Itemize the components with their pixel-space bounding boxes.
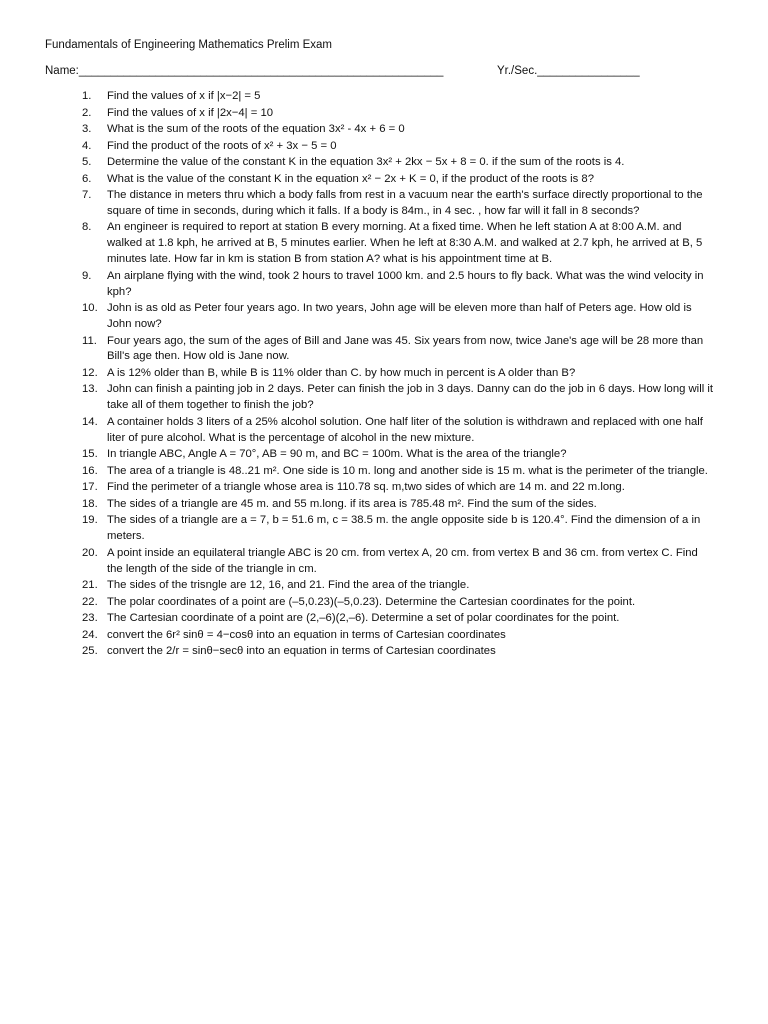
question-item — [0, 415, 768, 447]
question-number: 23. — [82, 612, 98, 625]
question-number: 3. — [82, 123, 92, 135]
question-text: Determine the value of the constant K in the equation 3x² + 2kx − 5x + 8 = 0. if the sum of the roots is 4. — [107, 156, 625, 168]
question-item — [0, 301, 768, 333]
question-item — [0, 139, 768, 155]
question-text: What is the value of the constant K in the equation x² − 2x + K = 0, if the product of the roots is 8? — [107, 172, 594, 185]
question-number: 17. — [82, 481, 98, 494]
question-item — [0, 172, 768, 188]
question-number: 16. — [82, 464, 98, 477]
question-number: 22. — [82, 595, 98, 608]
question-text: The sides of a triangle are 45 m. and 55 m.long. if its area is 785.48 m². Find the sum of the sides. — [107, 497, 597, 510]
question-number: 6. — [82, 172, 92, 185]
question-item — [0, 611, 768, 627]
question-text: A is 12% older than B, while B is 11% older than C. by how much in percent is A older than B? — [107, 366, 576, 379]
question-number: 19. — [82, 514, 98, 527]
question-number: 4. — [82, 139, 92, 152]
question-item — [0, 595, 768, 611]
question-number: 25. — [82, 645, 98, 658]
question-text: The sides of a triangle are a = 7, b = 51.6 m, c = 38.5 m. the angle opposite side b is 120.4°. Find the dimension of a in meters. — [107, 514, 701, 543]
question-text: What is the sum of the roots of the equation 3x² - 4x + 6 = 0 — [107, 123, 405, 135]
question-text: A point inside an equilateral triangle ABC is 20 cm. from vertex A, 20 cm. from vertex B and 36 cm. from vertex C. Find the length of the side of the triangle in cm. — [107, 546, 698, 575]
question-item — [0, 447, 768, 463]
question-number: 24. — [82, 628, 98, 641]
question-text: The distance in meters thru which a body falls from rest in a vacuum near the earth's surface directly proportional to the square of time in seconds, during which it falls. If a body is 84m., in 4 sec. , how far will it fall in 8 seconds? — [107, 189, 703, 217]
question-text: Four years ago, the sum of the ages of Bill and Jane was 45. Six years from now, twice Jane's age will be 28 more than Bill's age then. How old is Jane now. — [107, 334, 704, 363]
question-item — [0, 188, 768, 220]
question-item — [0, 513, 768, 545]
question-text: An engineer is required to report at station B every morning. At a fixed time. When he left station A at 8:00 A.M. and walked at 1.8 kph, he arrived at B, 5 minutes earlier. When he left at 8:30 A.M. and walked at 2.7 kph, he arrived at B, 5 minutes late. How far in km is station B from station A? what is his appointment time at B. — [107, 221, 703, 266]
question-item — [0, 122, 768, 138]
question-list — [0, 89, 768, 660]
question-item — [0, 480, 768, 496]
question-item — [0, 464, 768, 480]
question-text: An airplane flying with the wind, took 2 hours to travel 1000 km. and 2.5 hours to fly back. What was the wind velocity in kph? — [107, 269, 704, 298]
question-text: Find the product of the roots of x² + 3x − 5 = 0 — [107, 139, 337, 152]
question-text: The Cartesian coordinate of a point are (2,–6)(2,–6). Determine a set of polar coordinates for the point. — [107, 612, 620, 625]
question-text: The sides of the trisngle are 12, 16, and 21. Find the area of the triangle. — [107, 579, 470, 592]
question-number: 8. — [82, 221, 92, 234]
question-item — [0, 497, 768, 513]
question-text: Find the perimeter of a triangle whose area is 110.78 sq. m,two sides of which are 14 m. and 22 m.long. — [107, 481, 625, 494]
question-number: 15. — [82, 448, 98, 461]
question-item — [0, 366, 768, 382]
question-text: The polar coordinates of a point are (–5,0.23)(–5,0.23). Determine the Cartesian coordinates for the point. — [107, 595, 636, 608]
question-text: In triangle ABC, Angle A = 70°, AB = 90 m, and BC = 100m. What is the area of the triangle? — [107, 448, 567, 461]
question-item — [0, 334, 768, 366]
exam-title: Fundamentals of Engineering Mathematics Prelim Exam — [45, 39, 332, 51]
question-number: 20. — [82, 546, 98, 559]
question-text: Find the values of x if |2x−4| = 10 — [107, 106, 274, 119]
question-number: 5. — [82, 156, 92, 168]
question-number: 11. — [82, 334, 97, 347]
question-item — [0, 89, 768, 105]
question-item — [0, 382, 768, 414]
question-text: convert the 2/r = sinθ−secθ into an equation in terms of Cartesian coordinates — [107, 645, 496, 658]
question-item — [0, 155, 768, 171]
name-field-line: Name:_________________________________________________________ — [45, 65, 444, 77]
question-number: 14. — [82, 415, 98, 428]
question-number: 12. — [82, 366, 98, 379]
question-item — [0, 628, 768, 644]
question-text: Find the values of x if |x−2| = 5 — [107, 90, 261, 102]
question-number: 18. — [82, 497, 98, 510]
question-item — [0, 644, 768, 660]
question-item — [0, 546, 768, 578]
question-item — [0, 220, 768, 268]
question-number: 1. — [82, 90, 92, 102]
question-text: convert the 6r² sinθ = 4−cosθ into an equation in terms of Cartesian coordinates — [107, 628, 506, 641]
question-text: A container holds 3 liters of a 25% alcohol solution. One half liter of the solution is withdrawn and replaced with one half liter of pure alcohol. What is the percentage of alcohol in the new mixture. — [107, 415, 703, 444]
question-text: John is as old as Peter four years ago. In two years, John age will be eleven more than half of Peters age. How old is John now? — [107, 302, 692, 331]
question-item — [0, 578, 768, 594]
question-number: 13. — [82, 383, 98, 396]
year-section-field-line: Yr./Sec.________________ — [497, 65, 640, 77]
question-text: The area of a triangle is 48..21 m². One side is 10 m. long and another side is 15 m. what is the perimeter of the triangle. — [107, 464, 708, 477]
question-number: 9. — [82, 269, 92, 282]
question-number: 7. — [82, 189, 92, 201]
question-item — [0, 269, 768, 301]
question-number: 21. — [82, 579, 98, 592]
question-number: 2. — [82, 106, 92, 119]
question-item — [0, 106, 768, 122]
question-number: 10. — [82, 302, 98, 315]
question-text: John can finish a painting job in 2 days. Peter can finish the job in 3 days. Danny can do the job in 6 days. How long will it take all of them together to finish the job? — [107, 383, 713, 412]
